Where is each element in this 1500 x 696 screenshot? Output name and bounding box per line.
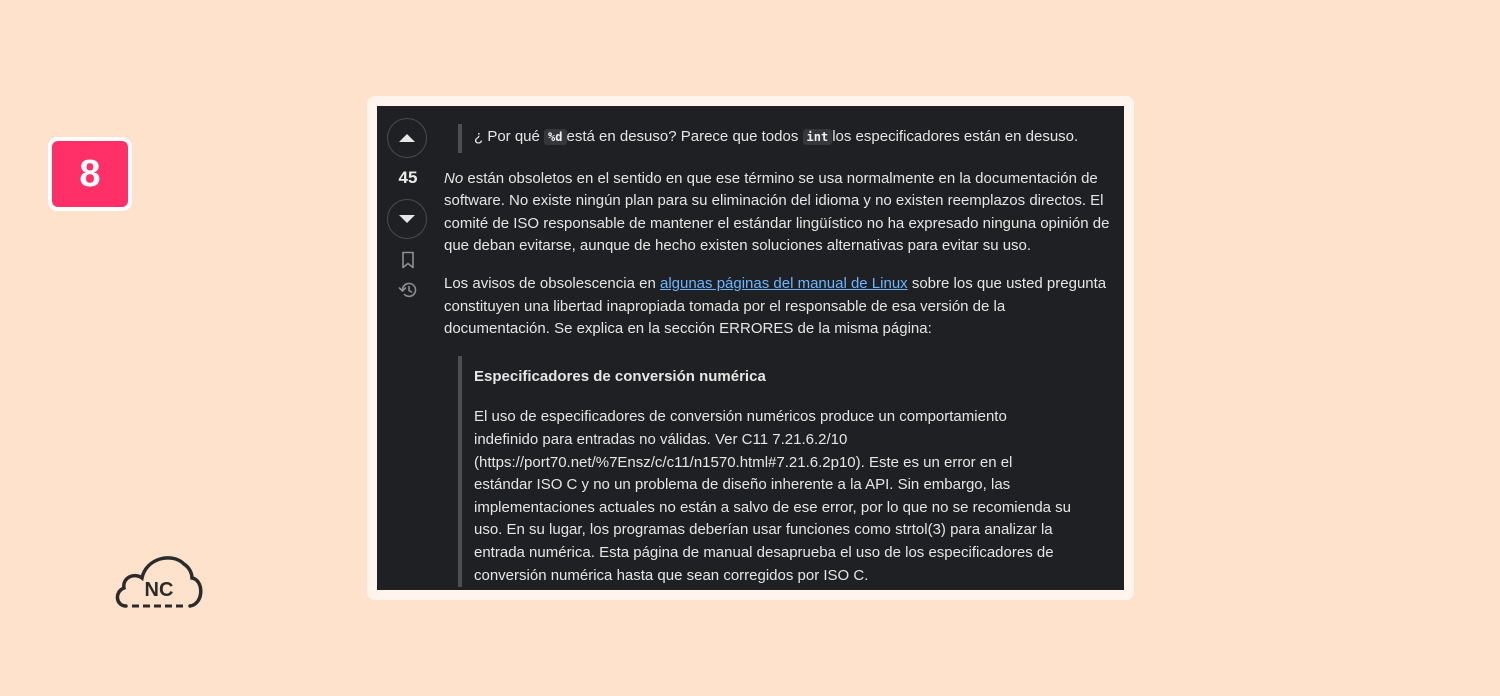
answer-body bbox=[444, 130, 1112, 587]
paragraph-deprecation-notices bbox=[444, 273, 1112, 341]
downvote-arrow-icon bbox=[398, 213, 416, 225]
linux-man-pages-link[interactable]: algunas páginas del manual de Linux bbox=[659, 274, 908, 292]
paragraph-text: están obsoletos en el sentido en que ese término se usa normalmente en la documentación de software. No existe ningún plan para su eliminación del idioma y no existen reemplazos directos. El comité de ISO responsable de mantener el estándar lingüístico no ha expresado ninguna opinión de que deban evitarse, aunque de hecho existen soluciones alternativas para evitar su uso. bbox=[444, 169, 1110, 255]
downvote-button[interactable] bbox=[387, 199, 427, 239]
screenshot-card bbox=[367, 96, 1134, 600]
quote-text-3: los especificadores están en desuso. bbox=[832, 128, 1079, 145]
upvote-arrow-icon bbox=[398, 132, 416, 144]
history-icon bbox=[398, 281, 418, 299]
step-number-badge bbox=[48, 137, 132, 211]
paragraph-text: Los avisos de obsolescencia en bbox=[444, 274, 660, 292]
question-quote bbox=[458, 124, 1112, 153]
code-int: int bbox=[803, 129, 833, 145]
nc-cloud-logo bbox=[112, 548, 204, 612]
code-percent-d: %d bbox=[544, 129, 566, 145]
answer-panel bbox=[377, 106, 1124, 590]
paragraph-not-obsolete bbox=[444, 168, 1112, 258]
man-page-quote bbox=[458, 356, 1074, 587]
history-button[interactable] bbox=[387, 281, 429, 299]
quote-text-1: ¿ Por qué bbox=[474, 128, 545, 145]
upvote-button[interactable] bbox=[387, 118, 427, 158]
bookmark-button[interactable] bbox=[387, 251, 429, 269]
logo-text: NC bbox=[144, 579, 174, 601]
emphasis-no: No bbox=[444, 169, 464, 187]
quote-heading: Especificadores de conversión numérica bbox=[474, 367, 766, 385]
step-number: 8 bbox=[79, 152, 101, 195]
paragraph-text: sobre los que usted pregunta constituyen una libertad inapropiada tomada por el responsable de esa versión de la documentación. Se explica en la sección ERRORES de la misma página: bbox=[444, 274, 1107, 338]
quote-body: El uso de especificadores de conversión numéricos produce un comportamiento indefinido para entradas no válidas. Ver C11 7.21.6.2/10 (https://port70.net/%7Ensz/c/c11/n1570.html#7.21.6.2p10). Este es un error en el estándar ISO C y no un problema de diseño inherente a la API. Sin embargo, las implementaciones actuales no están a salvo de ese error, por lo que no se recomienda su uso. En su lugar, los programas deberían usar funciones como strtol(3) para analizar la entrada numérica. Esta página de manual desaprueba el uso de los especificadores de conversión numérica hasta que sean corregidos por ISO C. bbox=[474, 408, 1072, 584]
vote-count: 45 bbox=[398, 168, 418, 187]
vote-column bbox=[387, 118, 429, 299]
bookmark-icon bbox=[401, 251, 415, 269]
quote-text-2: está en desuso? Parece que todos bbox=[566, 128, 803, 145]
